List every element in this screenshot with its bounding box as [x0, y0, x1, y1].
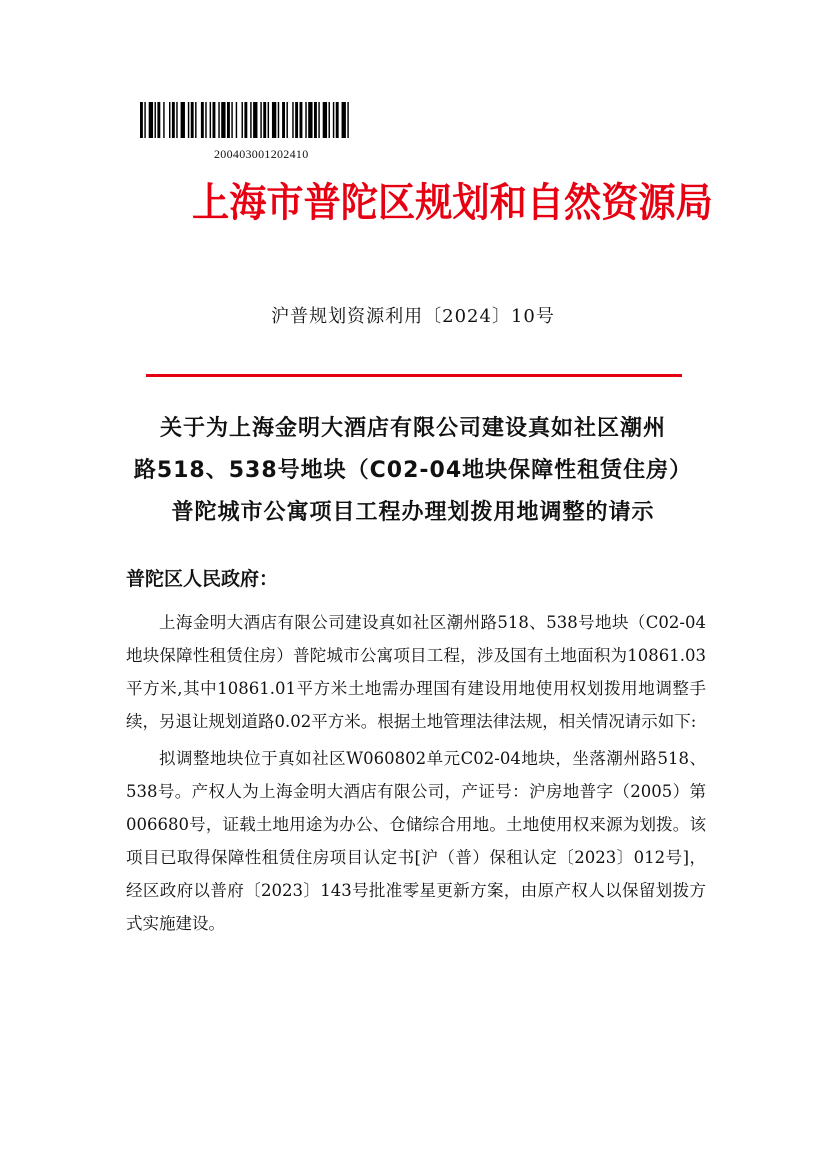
- barcode-bar: [149, 102, 153, 138]
- barcode-bar: [157, 102, 160, 138]
- barcode-bar: [181, 102, 185, 138]
- paragraph-1: 上海金明大酒店有限公司建设真如社区潮州路518、538号地块（C02-04地块保障性租赁住房）普陀城市公寓项目工程，涉及国有土地面积为10861.03平方米,其中10861.01平方米土地需办理国有建设用地使用权划拨用地调整手续，另退让规划道路0.02平方米。根据土地管理法律法规，相关情况请示如下:: [126, 613, 706, 731]
- title-line-2: 路518、538号地块（C02-04地块保障性租赁住房）: [133, 458, 693, 483]
- barcode-bar: [227, 102, 230, 138]
- barcode-bar: [347, 102, 348, 138]
- barcode-bar: [263, 102, 266, 138]
- barcode-bar: [253, 102, 257, 138]
- barcode-bar: [172, 102, 175, 138]
- barcode-bar: [295, 102, 298, 138]
- barcode-bar: [314, 102, 317, 138]
- barcode-bar: [195, 102, 196, 138]
- barcode-bar: [210, 102, 211, 138]
- barcode-bar: [140, 102, 143, 138]
- barcode-bar: [201, 102, 204, 138]
- barcode-bar: [205, 102, 206, 138]
- barcode-bar: [260, 102, 261, 138]
- barcode: [140, 102, 422, 138]
- barcode-bar: [323, 102, 327, 138]
- barcode-bar: [292, 102, 293, 138]
- barcode-bar: [308, 102, 312, 138]
- barcode-bar: [342, 102, 346, 138]
- barcode-bar: [155, 102, 156, 138]
- barcode-bar: [176, 102, 177, 138]
- barcode-number: 200403001202410: [214, 147, 309, 161]
- barcode-bar: [329, 102, 330, 138]
- barcode-bar: [278, 102, 279, 138]
- barcode-bar: [300, 102, 303, 138]
- barcode-bar: [191, 102, 194, 138]
- barcode-bar: [231, 102, 232, 138]
- document-number: 沪普规划资源利用〔2024〕10号: [271, 306, 555, 327]
- barcode-bar: [318, 102, 319, 138]
- title-line-3: 普陀城市公寓项目工程办理划拨用地调整的请示: [171, 500, 655, 525]
- barcode-bar: [250, 102, 251, 138]
- barcode-bar: [236, 102, 237, 138]
- barcode-bar: [333, 102, 334, 138]
- barcode-bar: [188, 102, 189, 138]
- barcode-bar: [272, 102, 276, 138]
- barcode-bar: [218, 102, 219, 138]
- salutation: 普陀区人民政府：: [126, 568, 279, 590]
- document-title: [100, 408, 726, 534]
- barcode-bar: [221, 102, 225, 138]
- barcode-bar: [213, 102, 216, 138]
- barcode-bar: [286, 102, 287, 138]
- paragraph-2: 拟调整地块位于真如社区W060802单元C02-04地块，坐落潮州路518、538号。产权人为上海金明大酒店有限公司，产证号：沪房地普字（2005）第006680号，证载土地用途为办公、仓储综合用地。土地使用权来源为划拨。该项目已取得保障性租赁住房项目认定书[沪（普）保租认定〔2023〕012号]，经区政府以普府〔2023〕143号批准零星更新方案，由原产权人以保留划拨方式实施建设。: [126, 749, 706, 933]
- barcode-bar: [242, 102, 243, 138]
- barcode-bar: [244, 102, 247, 138]
- agency-name: 上海市普陀区规划和自然资源局: [192, 179, 713, 226]
- barcode-bar: [169, 102, 170, 138]
- barcode-bar: [268, 102, 269, 138]
- title-line-1: 关于为上海金明大酒店有限公司建设真如社区潮州: [159, 416, 666, 441]
- red-separator-line: [146, 374, 682, 377]
- barcode-bar: [282, 102, 285, 138]
- barcode-bar: [144, 102, 145, 138]
- barcode-bar: [305, 102, 306, 138]
- barcode-bar: [336, 102, 339, 138]
- barcode-bar: [163, 102, 164, 138]
- document-body: [126, 606, 706, 940]
